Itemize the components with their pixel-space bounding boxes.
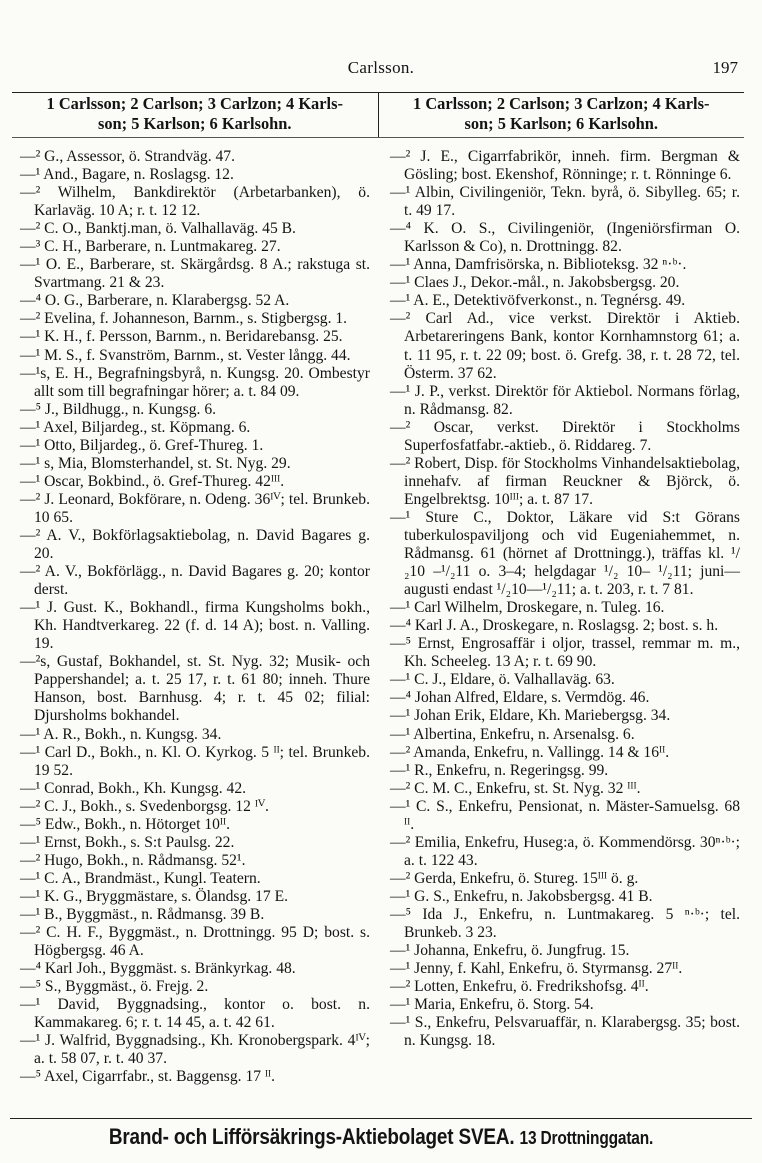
- directory-entry: —¹ Maria, Enkefru, ö. Storg. 54.: [390, 996, 594, 1014]
- directory-columns: [16, 148, 744, 1086]
- directory-entry: —² Wilhelm, Bankdirektör (Arbetarbanken), ö. Karlaväg. 10 A; r. t. 12 12.: [20, 184, 370, 220]
- directory-entry: —⁴ K. O. S., Civilingeniör, (Ingeniörsfirman O. Karlsson & Co), n. Drottningg. 82.: [390, 220, 740, 256]
- directory-entry: —¹ M. S., f. Svanström, Barnm., st. Vester långg. 44.: [20, 346, 351, 364]
- directory-entry: —⁵ Ida J., Enkefru, n. Luntmakareg. 5 ⁿ·ᵇ·; tel. Brunkeb. 3 23.: [390, 905, 740, 942]
- directory-entry: —⁵ Edw., Bokh., n. Hötorget 10ᴵᴵ.: [20, 815, 231, 833]
- directory-entry: —¹ Otto, Biljardeg., ö. Gref-Thureg. 1.: [20, 436, 264, 454]
- directory-entry: —¹ J. Gust. K., Bokhandl., firma Kungsholms bokh., Kh. Handtverkareg. 22 (f. d. 14 A); bost. n. Valling. 19.: [20, 599, 370, 653]
- directory-entry: —¹ Johan Erik, Eldare, Kh. Mariebergsg. 34.: [390, 707, 671, 725]
- column-headers: [12, 92, 744, 138]
- directory-entry: —¹ Axel, Biljardeg., st. Köpmang. 6.: [20, 418, 251, 436]
- directory-entry: —¹ Oscar, Bokbind., ö. Gref-Thureg. 42ᴵᴵᴵ.: [20, 472, 285, 490]
- directory-entry: —¹ K. H., f. Persson, Barnm., n. Beridarebansg. 25.: [20, 328, 343, 346]
- directory-entry: —² A. V., Bokförlagsaktiebolag, n. David Bagares g. 20.: [20, 526, 370, 563]
- directory-entry: —² C. H. F., Byggmäst., n. Drottningg. 95 D; bost. s. Högbergsg. 46 A.: [20, 924, 370, 960]
- directory-entry: —² Oscar, verkst. Direktör i Stockholms Superfosfatfabr.-aktieb., ö. Riddareg. 7.: [390, 418, 740, 454]
- directory-entry: —¹ Anna, Damfrisörska, n. Biblioteksg. 32 ⁿ·ᵇ·.: [390, 256, 687, 274]
- directory-entry: —² C. O., Banktj.man, ö. Valhallaväg. 45 B.: [20, 220, 296, 238]
- directory-entry: —² A. V., Bokförlägg., n. David Bagares g. 20; kontor derst.: [20, 563, 370, 599]
- directory-entry: —¹ Johanna, Enkefru, ö. Jungfrug. 15.: [390, 942, 630, 960]
- footer-advertisement: [53, 1124, 708, 1150]
- right-column-header-line-2: son; 5 Karlson; 6 Karlsohn.: [464, 114, 659, 133]
- directory-entry: —² C. M. C., Enkefru, st. St. Nyg. 32 ᴵᴵᴵ.: [390, 779, 641, 797]
- directory-entry: —² J. Leonard, Bokförare, n. Odeng. 36ᴵⱽ; tel. Brunkeb. 10 65.: [20, 490, 370, 526]
- directory-entry: —¹ B., Byggmäst., n. Rådmansg. 39 B.: [20, 905, 265, 923]
- directory-entry: —¹s, E. H., Begrafningsbyrå, n. Kungsg. 20. Ombestyr allt som till begrafningar hörer; a. t. 84 09.: [20, 364, 370, 400]
- left-column-header-line-2: son; 5 Karlson; 6 Karlsohn.: [97, 114, 292, 133]
- left-column-header: [12, 93, 379, 137]
- directory-entry: —¹ Albertina, Enkefru, n. Arsenalsg. 6.: [390, 725, 635, 743]
- left-column-header-line-1: 1 Carlsson; 2 Carlson; 3 Carlzon; 4 Karls-: [46, 94, 343, 113]
- directory-entry: —⁴ Johan Alfred, Eldare, s. Vermdög. 46.: [390, 689, 650, 707]
- directory-entry: —¹ C. S., Enkefru, Pensionat, n. Mäster-Samuelsg. 68 ᴵᴵ.: [390, 797, 740, 833]
- directory-entry: —¹ J. P., verkst. Direktör för Aktiebol. Normans förlag, n. Rådmansg. 82.: [390, 382, 740, 418]
- directory-entry: —² Emilia, Enkefru, Huseg:a, ö. Kommendörsg. 30ⁿ·ᵇ·; a. t. 122 43.: [390, 833, 740, 869]
- directory-entry: —⁵ Ernst, Engrosaffär i oljor, trassel, remmar m. m., Kh. Scheeleg. 13 A; r. t. 69 90.: [390, 635, 740, 671]
- advertisement-company: Brand- och Lifförsäkrings-Aktiebolaget SVEA.: [108, 1124, 515, 1149]
- directory-entry: —² C. J., Bokh., s. Svedenborgsg. 12 ᴵⱽ.: [20, 797, 269, 815]
- footer-divider: [10, 1118, 752, 1119]
- directory-entry: —¹ Claes J., Dekor.-mål., n. Jakobsbergsg. 20.: [390, 274, 680, 292]
- directory-entry: —⁴ Karl Joh., Byggmäst. s. Bränkyrkag. 48.: [20, 960, 296, 978]
- directory-entry: —⁴ Karl J. A., Droskegare, n. Roslagsg. 2; bost. s. h.: [390, 617, 719, 635]
- directory-entry: —¹ And., Bagare, n. Roslagsg. 12.: [20, 166, 234, 184]
- page-number: 197: [712, 58, 738, 77]
- directory-entry: —² Hugo, Bokh., n. Rådmansg. 52¹.: [20, 851, 246, 869]
- directory-entry: —²s, Gustaf, Bokhandel, st. St. Nyg. 32; Musik- och Pappershandel; a. t. 25 17, r. t. 61 80; inneh. Thure Hanson, bost. Barnhusg. 4; r. t. 45 02; filial: Djursholms bokhandel.: [20, 653, 370, 725]
- advertisement-address: 13 Drottninggatan.: [519, 1128, 654, 1148]
- directory-entry: —¹ K. G., Bryggmästare, s. Ölandsg. 17 E.: [20, 887, 289, 905]
- directory-entry: —¹ A. R., Bokh., n. Kungsg. 34.: [20, 725, 222, 743]
- running-title: Carlsson.: [347, 58, 415, 77]
- directory-entry: —¹ C. A., Brandmäst., Kungl. Teatern.: [20, 869, 261, 887]
- right-column-header: [379, 93, 745, 137]
- directory-entry: —¹ Carl Wilhelm, Droskegare, n. Tuleg. 16.: [390, 599, 665, 617]
- directory-entry: —¹ David, Byggnadsing., kontor o. bost. n. Kammakareg. 6; r. t. 14 45, a. t. 42 61.: [20, 996, 370, 1032]
- directory-entry: —² Robert, Disp. för Stockholms Vinhandelsaktiebolag, innehafv. af firman Reuckner & Björck, ö. Engelbrektsg. 10ᴵᴵᴵ; a. t. 87 17.: [390, 454, 740, 508]
- directory-entry: —¹ O. E., Barberare, st. Skärgårdsg. 8 A.; rakstuga st. Svartmang. 21 & 23.: [20, 256, 370, 292]
- page-header: [0, 58, 762, 82]
- directory-entry: —² J. E., Cigarrfabrikör, inneh. firm. Bergman & Gösling; bost. Ekenshof, Rönninge; r. t. Rönninge 6.: [390, 148, 740, 184]
- directory-entry: —² Amanda, Enkefru, n. Vallingg. 14 & 16ᴵᴵ.: [390, 743, 670, 761]
- directory-entry: —¹ s, Mia, Blomsterhandel, st. St. Nyg. 29.: [20, 454, 291, 472]
- directory-entry: —¹ C. J., Eldare, ö. Valhallaväg. 63.: [390, 671, 615, 689]
- directory-entry: —⁵ Axel, Cigarrfabr., st. Baggensg. 17 ᴵᴵ.: [20, 1068, 276, 1086]
- right-column-header-line-1: 1 Carlsson; 2 Carlson; 3 Carlzon; 4 Karls-: [413, 94, 710, 113]
- directory-entry: —² G., Assessor, ö. Strandväg. 47.: [20, 148, 235, 165]
- directory-entry: —² Lotten, Enkefru, ö. Fredrikshofsg. 4ᴵᴵ.: [390, 978, 649, 996]
- directory-entry: —¹ R., Enkefru, n. Regeringsg. 99.: [390, 761, 609, 779]
- left-column: [16, 148, 380, 1086]
- directory-entry: —¹ Albin, Civilingeniör, Tekn. byrå, ö. Sibylleg. 65; r. t. 49 17.: [390, 184, 740, 220]
- directory-entry: —¹ A. E., Detektivöfverkonst., n. Tegnérsg. 49.: [390, 292, 686, 310]
- directory-entry: —¹ Sture C., Doktor, Läkare vid S:t Görans tuberkulospaviljong och vid Eugeniahemmet, n. Rådmansg. 61 (hörnet af Drottningg.), träffas kl. ¹/₂10 –¹/₂11 o. 3–4; helgdagar ¹/₂ 10– ¹/₂11; juni—augusti endast ¹/₂10—¹/₂11; a. t. 203, r. t. 7 81.: [390, 508, 740, 599]
- directory-entry: —⁵ S., Byggmäst., ö. Frejg. 2.: [20, 978, 209, 996]
- directory-entry: —¹ Jenny, f. Kahl, Enkefru, ö. Styrmansg. 27ᴵᴵ.: [390, 960, 683, 978]
- directory-entry: —² Evelina, f. Johanneson, Barnm., s. Stigbergsg. 1.: [20, 310, 348, 328]
- directory-entry: —⁴ O. G., Barberare, n. Klarabergsg. 52 A.: [20, 292, 290, 310]
- directory-entry: —¹ J. Walfrid, Byggnadsing., Kh. Kronobergspark. 4ᴵⱽ; a. t. 58 07, r. t. 40 37.: [20, 1032, 370, 1068]
- right-column: [380, 148, 744, 1086]
- directory-entry: —³ C. H., Barberare, n. Luntmakareg. 27.: [20, 238, 281, 256]
- directory-entry: —¹ G. S., Enkefru, n. Jakobsbergsg. 41 B.: [390, 887, 653, 905]
- directory-entry: —¹ Ernst, Bokh., s. S:t Paulsg. 22.: [20, 833, 235, 851]
- directory-entry: —² Carl Ad., vice verkst. Direktör i Aktieb. Arbetareringens Bank, kontor Kornhamnstorg 61; a. t. 11 95, r. t. 22 09; bost. ö. Grefg. 38, r. t. 28 72, tel. Österm. 37 62.: [390, 310, 740, 382]
- directory-entry: —¹ Conrad, Bokh., Kh. Kungsg. 42.: [20, 779, 247, 797]
- directory-entry: —¹ Carl D., Bokh., n. Kl. O. Kyrkog. 5 ᴵᴵ; tel. Brunkeb. 19 52.: [20, 743, 370, 779]
- directory-entry: —¹ S., Enkefru, Pelsvaruaffär, n. Klarabergsg. 35; bost. n. Kungsg. 18.: [390, 1014, 740, 1050]
- directory-entry: —² Gerda, Enkefru, ö. Stureg. 15ᴵᴵᴵ ö. g.: [390, 869, 639, 887]
- directory-entry: —⁵ J., Bildhugg., n. Kungsg. 6.: [20, 400, 217, 418]
